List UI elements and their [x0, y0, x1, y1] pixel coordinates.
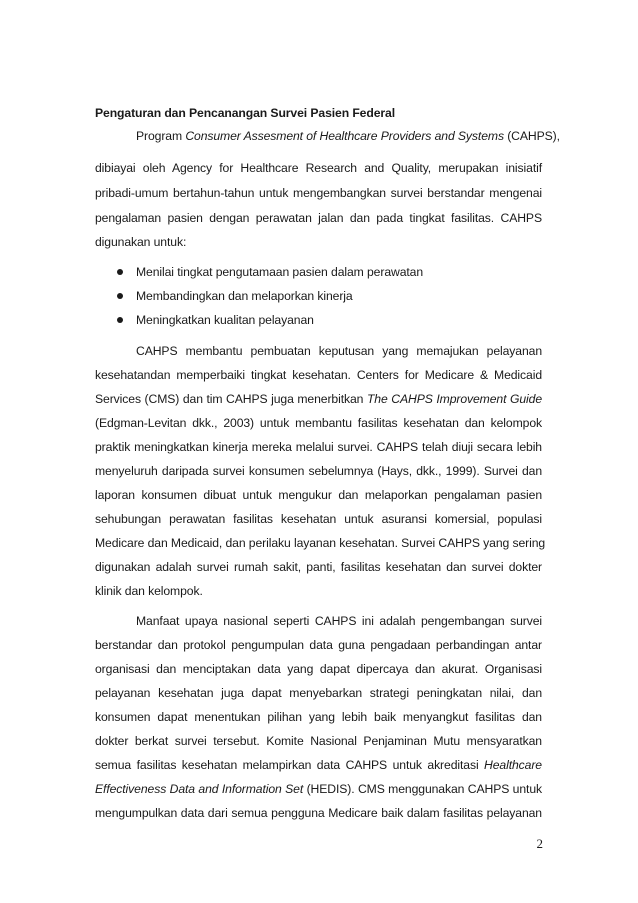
- bullet-item-1: Menilai tingkat pengutamaan pasien dalam perawatan: [136, 265, 424, 279]
- italic-term: The CAHPS Improvement Guide: [366, 392, 542, 406]
- paragraph-2-line-3: [95, 391, 542, 407]
- text-span: (CAHPS),: [503, 129, 560, 143]
- paragraph-3-line-6: dokter berkat survei tersebut. Komite Nasional Penjaminan Mutu mensyaratkan: [95, 734, 542, 748]
- paragraph-3-line-5: konsumen dapat menentukan pilihan yang lebih baik menyangkut fasilitas dan: [95, 710, 542, 724]
- paragraph-2-line-11: klinik dan kelompok.: [95, 584, 203, 598]
- page-number: 2: [536, 836, 543, 851]
- bullet-icon: [117, 269, 123, 275]
- italic-term: Consumer Assesment of Healthcare Providers and Systems: [185, 129, 504, 143]
- italic-term: Healthcare: [484, 758, 542, 772]
- bullet-icon: [117, 317, 123, 323]
- paragraph-1-line-3: pribadi-umum bertahun-tahun untuk mengembangkan survei berstandar mengenai: [95, 186, 542, 200]
- paragraph-3-line-2: berstandar dan protokol pengumpulan data guna pengadaan perbandingan antar: [95, 638, 542, 652]
- text-span: semua fasilitas kesehatan melampirkan data CAHPS untuk akreditasi: [95, 758, 485, 772]
- paragraph-1-line-5: digunakan untuk:: [95, 235, 187, 249]
- paragraph-2-line-7: laporan konsumen dibuat untuk mengukur dan melaporkan pengalaman pasien: [95, 488, 542, 502]
- bullet-icon: [117, 293, 123, 299]
- paragraph-3-line-3: organisasi dan menciptakan data yang dapat dipercaya dan akurat. Organisasi: [95, 662, 542, 676]
- text-span: Program: [136, 129, 186, 143]
- paragraph-2-line-9: Medicare dan Medicaid, dan perilaku layanan kesehatan. Survei CAHPS yang sering: [95, 536, 546, 550]
- paragraph-2-line-10: digunakan adalah survei rumah sakit, panti, fasilitas kesehatan dan survei dokter: [95, 560, 542, 574]
- paragraph-1-line-1: [136, 128, 560, 144]
- paragraph-1-line-4: pengalaman pasien dengan perawatan jalan dan pada tingkat fasilitas. CAHPS: [95, 211, 542, 225]
- paragraph-2-line-8: sehubungan perawatan fasilitas kesehatan untuk asuransi komersial, populasi: [95, 512, 542, 526]
- paragraph-2-line-1: CAHPS membantu pembuatan keputusan yang memajukan pelayanan: [136, 344, 542, 358]
- paragraph-2-line-5: praktik meningkatkan kinerja mereka melalui survei. CAHPS telah diuji secara lebih: [95, 440, 542, 454]
- paragraph-3-line-1: Manfaat upaya nasional seperti CAHPS ini adalah pengembangan survei: [136, 614, 542, 628]
- bullet-item-3: Meningkatkan kualitan pelayanan: [136, 313, 314, 327]
- paragraph-2-line-6: menyeluruh daripada survei konsumen sebelumnya (Hays, dkk., 1999). Survei dan: [95, 464, 542, 478]
- paragraph-3-line-4: pelayanan kesehatan juga dapat menyebarkan strategi peningkatan nilai, dan: [95, 686, 542, 700]
- paragraph-3-line-7: [95, 757, 542, 773]
- section-heading: Pengaturan dan Pencanangan Survei Pasien Federal: [95, 106, 395, 120]
- italic-term: Effectiveness Data and Information Set: [95, 782, 304, 796]
- paragraph-3-line-9: mengumpulkan data dari semua pengguna Medicare baik dalam fasilitas pelayanan: [95, 806, 542, 820]
- text-span: (HEDIS). CMS menggunakan CAHPS untuk: [303, 782, 542, 796]
- paragraph-2-line-4: (Edgman-Levitan dkk., 2003) untuk membantu fasilitas kesehatan dan kelompok: [95, 416, 542, 430]
- text-span: Services (CMS) dan tim CAHPS juga menerbitkan: [95, 392, 367, 406]
- paragraph-3-line-8: [95, 781, 542, 797]
- bullet-item-2: Membandingkan dan melaporkan kinerja: [136, 289, 353, 303]
- paragraph-1-line-2: dibiayai oleh Agency for Healthcare Research and Quality, merupakan inisiatif: [95, 161, 542, 175]
- paragraph-2-line-2: kesehatandan memperbaiki tingkat kesehatan. Centers for Medicare & Medicaid: [95, 368, 542, 382]
